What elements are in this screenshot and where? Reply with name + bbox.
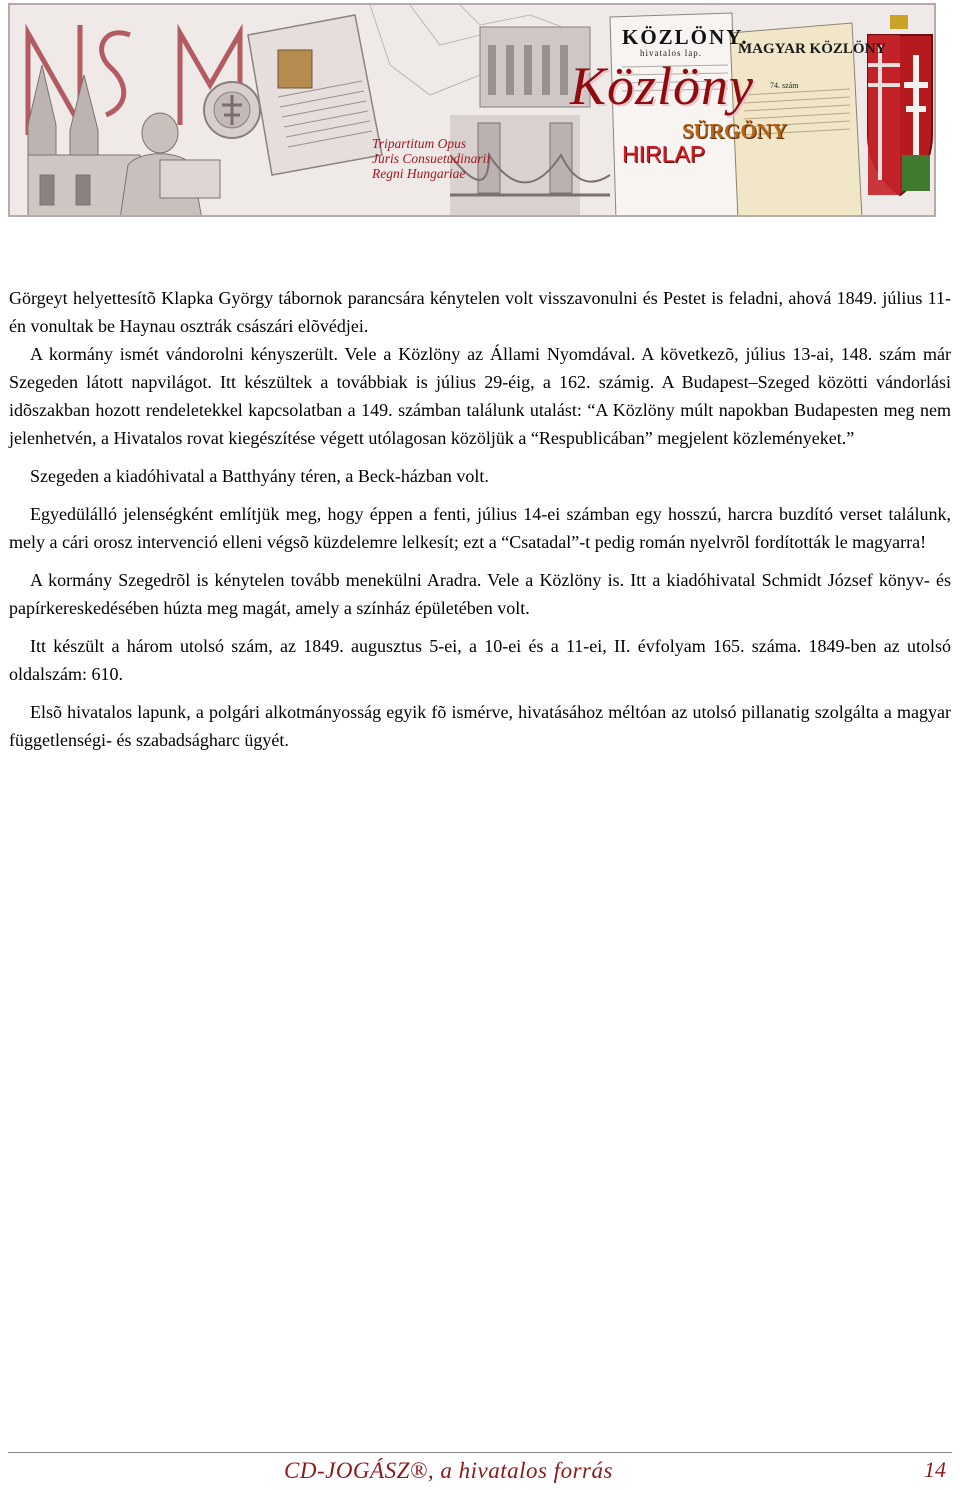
banner-title: Közlöny	[570, 56, 755, 116]
page-number: 14	[924, 1457, 946, 1482]
paragraph-1: Görgeyt helyettesítõ Klapka György tábornok parancsára kénytelen volt visszavonulni és Pestet is feladni, ahová 1849. július 11-én vonultak be Haynau osztrák császári elõvédjei.	[9, 288, 951, 336]
tripartitum-line-2: Juris Consuetudinarii	[372, 151, 491, 166]
banner-surgony: SÜRGÖNY	[682, 119, 788, 143]
paragraph-3: Szegeden a kiadóhivatal a Batthyány téren, a Beck-házban volt.	[30, 466, 489, 486]
newspaper-issue-number: 74. szám	[770, 81, 799, 90]
banner-hirlap: HIRLAP	[622, 141, 706, 167]
paragraph-4: Egyedülálló jelenségként említjük meg, hogy éppen a fenti, július 14-ei számban egy hosszú, harcra buzdító verset találunk, mely a cári orosz intervenció elleni végsõ küzdelemre lelkesít; ezt a “Csatadal”-t pedig román nyelvrõl fordították le magyarra!	[9, 504, 951, 552]
article-body	[9, 284, 951, 754]
tripartitum-line-1: Tripartitum Opus	[372, 136, 467, 151]
paragraph-2: A kormány ismét vándorolni kényszerült. Vele a Közlöny az Állami Nyomdával. A következõ, július 13-ai, 148. szám már Szegeden látott napvilágot. Itt készültek a továbbiak is július 29-éig, a 162. számig. A Budapest–Szeged közötti vándorlási idõszakban hozott rendeletekkel kapcsolatban a 149. számban találunk utalást: “A Közlöny múlt napokban Budapesten meg nem jelenhetvén, a Hivatalos rovat kiegészítése végett utólagosan közöljük a “Respublicában” megjelent közleményeket.”	[9, 344, 951, 448]
paragraph-7: Elsõ hivatalos lapunk, a polgári alkotmányosság egyik fõ ismérve, hivatásához méltóan az utolsó pillanatig szolgálta a magyar függetlenségi- és szabadságharc ügyét.	[9, 702, 951, 750]
tripartitum-line-3: Regni Hungariae	[372, 166, 466, 181]
footer-title: CD-JOGÁSZ®, a hivatalos forrás	[284, 1458, 613, 1483]
seal-illustration	[204, 82, 260, 138]
banner-artwork	[10, 5, 936, 217]
newspaper-magyar-title: MAGYAR KÖZLÖNY	[738, 41, 887, 57]
tripartitum-caption	[372, 136, 490, 181]
newspaper-kozlony-subtitle: hivatalos lap.	[640, 48, 702, 58]
paragraph-6: Itt készült a három utolsó szám, az 1849. augusztus 5-ei, a 10-ei és a 11-ei, II. évfolyam 165. száma. 1849-ben az utolsó oldalszám: 610.	[9, 636, 951, 684]
paragraph-5: A kormány Szegedrõl is kénytelen tovább menekülni Aradra. Vele a Közlöny is. Itt a kiadóhivatal Schmidt József könyv- és papírkereskedésében húzta meg magát, amely a színház épületében volt.	[9, 570, 951, 618]
footer-divider	[8, 1452, 952, 1453]
newspaper-kozlony-title: KÖZLÖNY.	[622, 25, 749, 49]
header-banner	[8, 3, 936, 217]
